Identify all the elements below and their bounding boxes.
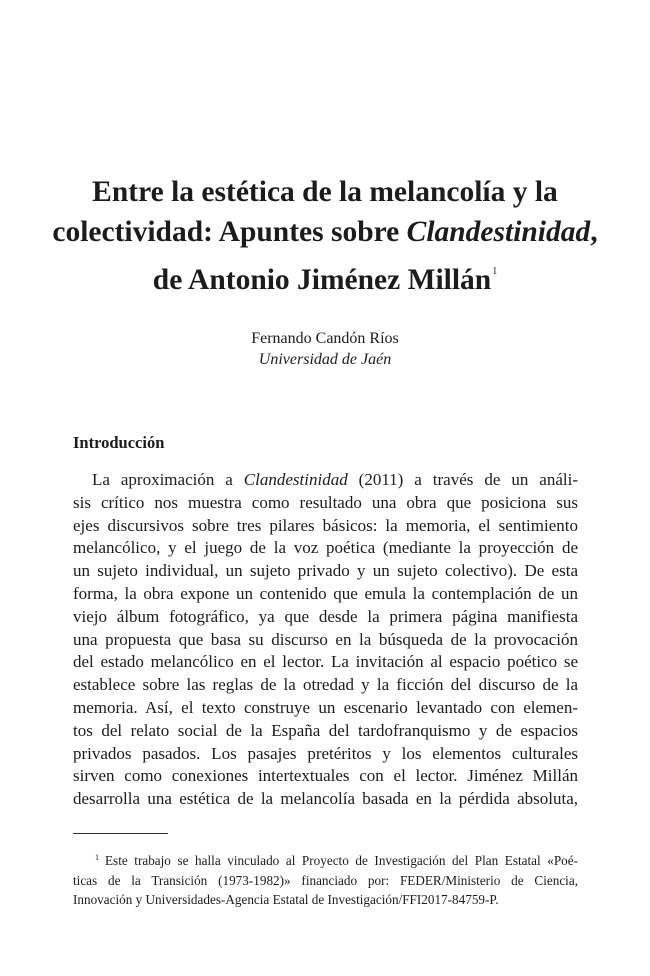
title-line-2-comma: , [590, 216, 598, 248]
body-line: forma, la obra expone un contenido que emula la contemplación de un [73, 583, 578, 603]
body-line: privados pasados. Los pasajes pretéritos y los elementos culturales [73, 743, 578, 763]
body-line: tos del relato social de la España del tardofranquismo y de espacios [73, 720, 578, 740]
footnote-line: ticas de la Transición (1973-1982)» financiado por: FEDER/Ministerio de Ciencia, [73, 872, 578, 888]
body-line: memoria. Así, el texto construye un escenario levantado con elemen- [73, 697, 578, 717]
body-line: una propuesta que basa su discurso en la búsqueda de la provocación [73, 629, 578, 649]
title-line-2 [40, 212, 610, 252]
body-line [73, 469, 578, 492]
body-line: sis crítico nos muestra como resultado una obra que posiciona sus [73, 492, 578, 512]
body-line: desarrolla una estética de la melancolía basada en la pérdida absoluta, [73, 789, 578, 809]
body-paragraph [73, 469, 578, 811]
footnote [73, 848, 578, 910]
footnote-line: Innovación y Universidades-Agencia Estatal de Investigación/FFI2017-84759-P. [73, 892, 499, 907]
body-line: viejo álbum fotográfico, ya que desde la primera página manifiesta [73, 606, 578, 626]
body-line: establece sobre las reglas de la otredad y la ficción del discurso de la [73, 675, 578, 695]
author-name: Fernando Candón Ríos [251, 330, 399, 347]
body-line: un sujeto individual, un sujeto privado y un sujeto colectivo). De esta [73, 561, 578, 581]
section-heading: Introducción [73, 433, 165, 452]
body-line-1-end: (2011) a través de un análi- [347, 470, 578, 489]
article-title [40, 172, 610, 300]
author-affiliation: Universidad de Jaén [258, 351, 392, 368]
body-line-1-start: La aproximación a [92, 470, 244, 489]
title-line-3 [40, 252, 610, 300]
body-line: melancólico, y el juego de la voz poética (mediante la proyección de [73, 538, 578, 558]
title-line-1: Entre la estética de la melancolía y la [92, 176, 558, 208]
title-line-3-text: de Antonio Jiménez Millán [152, 264, 492, 296]
body-line: del estado melancólico en el lector. La invitación al espacio poético se [73, 652, 578, 672]
footnote-divider [73, 833, 168, 834]
body-line: sirven como conexiones intertextuales con el lector. Jiménez Millán [73, 766, 578, 786]
title-book-name: Clandestinidad [406, 216, 591, 248]
footnote-line-1-text: Este trabajo se halla vinculado al Proyecto de Investigación del Plan Estatal «Poé- [105, 853, 578, 868]
body-book-name: Clandestinidad [243, 470, 348, 489]
footnote-line [73, 848, 578, 871]
footnote-marker: 1 [95, 853, 99, 862]
title-footnote-marker: 1 [492, 266, 498, 277]
title-line-2-text: colectividad: Apuntes sobre [52, 216, 407, 248]
body-line: ejes discursivos sobre tres pilares básicos: la memoria, el sentimiento [73, 515, 578, 535]
